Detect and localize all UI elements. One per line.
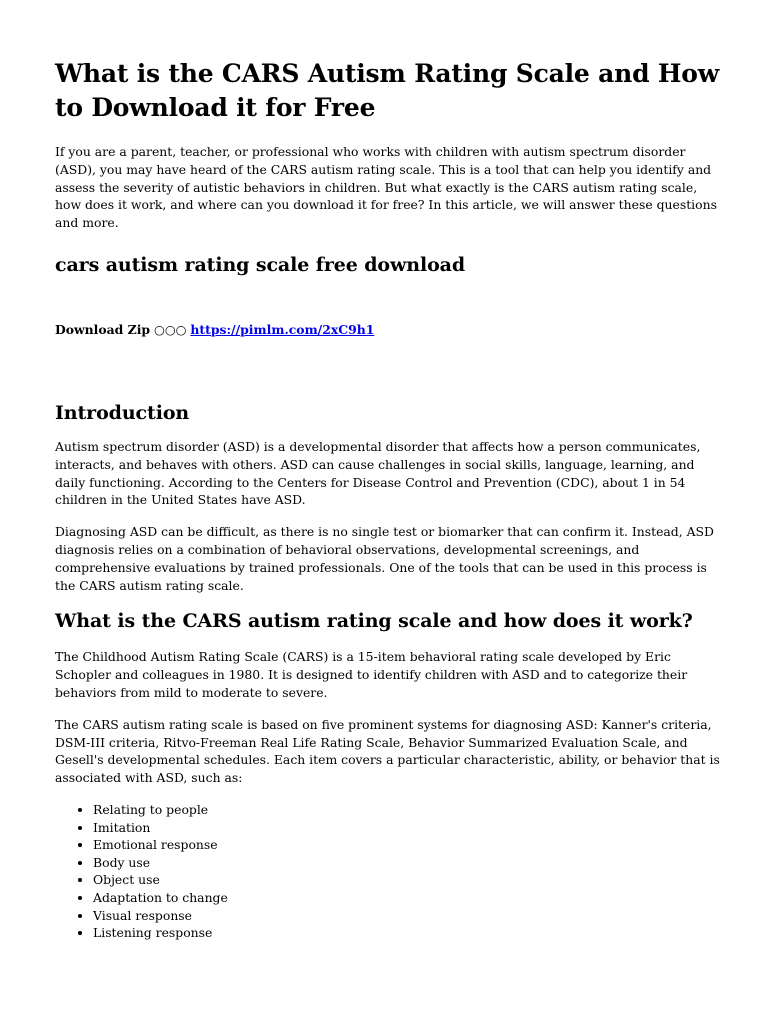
list-item: • Adaptation to change <box>93 889 720 907</box>
list-item: • Imitation <box>93 819 720 837</box>
item-list <box>55 801 720 942</box>
what-is-paragraph-2: The CARS autism rating scale is based on five prominent systems for diagnosing ASD: Kanner's criteria, DSM-III criteria, Ritvo-Freeman Real Life Rating Scale, Behavior Summarized Evaluation Scale, and Gesell's developmental schedules. Each item covers a particular characteristic, ability, or behavior that is associated with ASD, such as: <box>55 716 720 786</box>
introduction-heading: Introduction <box>55 401 190 424</box>
download-label: Download Zip <box>55 321 151 337</box>
download-subheading: cars autism rating scale free download <box>55 253 466 276</box>
intro-paragraph: If you are a parent, teacher, or professional who works with children with autism spectrum disorder (ASD), you may have heard of the CARS autism rating scale. This is a tool that can help you identify and assess the severity of autistic behaviors in children. But what exactly is the CARS autism rating scale, how does it work, and where can you download it for free? In this article, we will answer these questions and more. <box>55 144 717 231</box>
page-title: What is the CARS Autism Rating Scale and How to Download it for Free <box>55 59 720 122</box>
list-item: • Object use <box>93 871 720 889</box>
list-item: • Relating to people <box>93 801 720 819</box>
list-item: • Emotional response <box>93 836 720 854</box>
list-item: • Visual response <box>93 907 720 925</box>
what-is-heading: What is the CARS autism rating scale and how does it work? <box>55 610 693 633</box>
download-line <box>55 321 720 338</box>
article <box>55 57 720 942</box>
download-link[interactable]: https://pimlm.com/2xC9h1 <box>190 321 375 337</box>
introduction-paragraph-2: Diagnosing ASD can be difficult, as there is no single test or biomarker that can confirm it. Instead, ASD diagnosis relies on a combination of behavioral observations, developmental screenings, and comprehensive evaluations by trained professionals. One of the tools that can be used in this process is the CARS autism rating scale. <box>55 524 714 593</box>
list-item: • Listening response <box>93 924 720 942</box>
download-symbols: ○○○ <box>154 321 187 337</box>
list-item: • Body use <box>93 854 720 872</box>
introduction-paragraph-1: Autism spectrum disorder (ASD) is a developmental disorder that affects how a person communicates, interacts, and behaves with others. ASD can cause challenges in social skills, language, learning, and daily functioning. According to the Centers for Disease Control and Prevention (CDC), about 1 in 54 children in the United States have ASD. <box>55 438 701 508</box>
what-is-paragraph-1: The Childhood Autism Rating Scale (CARS) is a 15-item behavioral rating scale developed by Eric Schopler and colleagues in 1980. It is designed to identify children with ASD and to categorize their behaviors from mild to moderate to severe. <box>55 649 688 700</box>
